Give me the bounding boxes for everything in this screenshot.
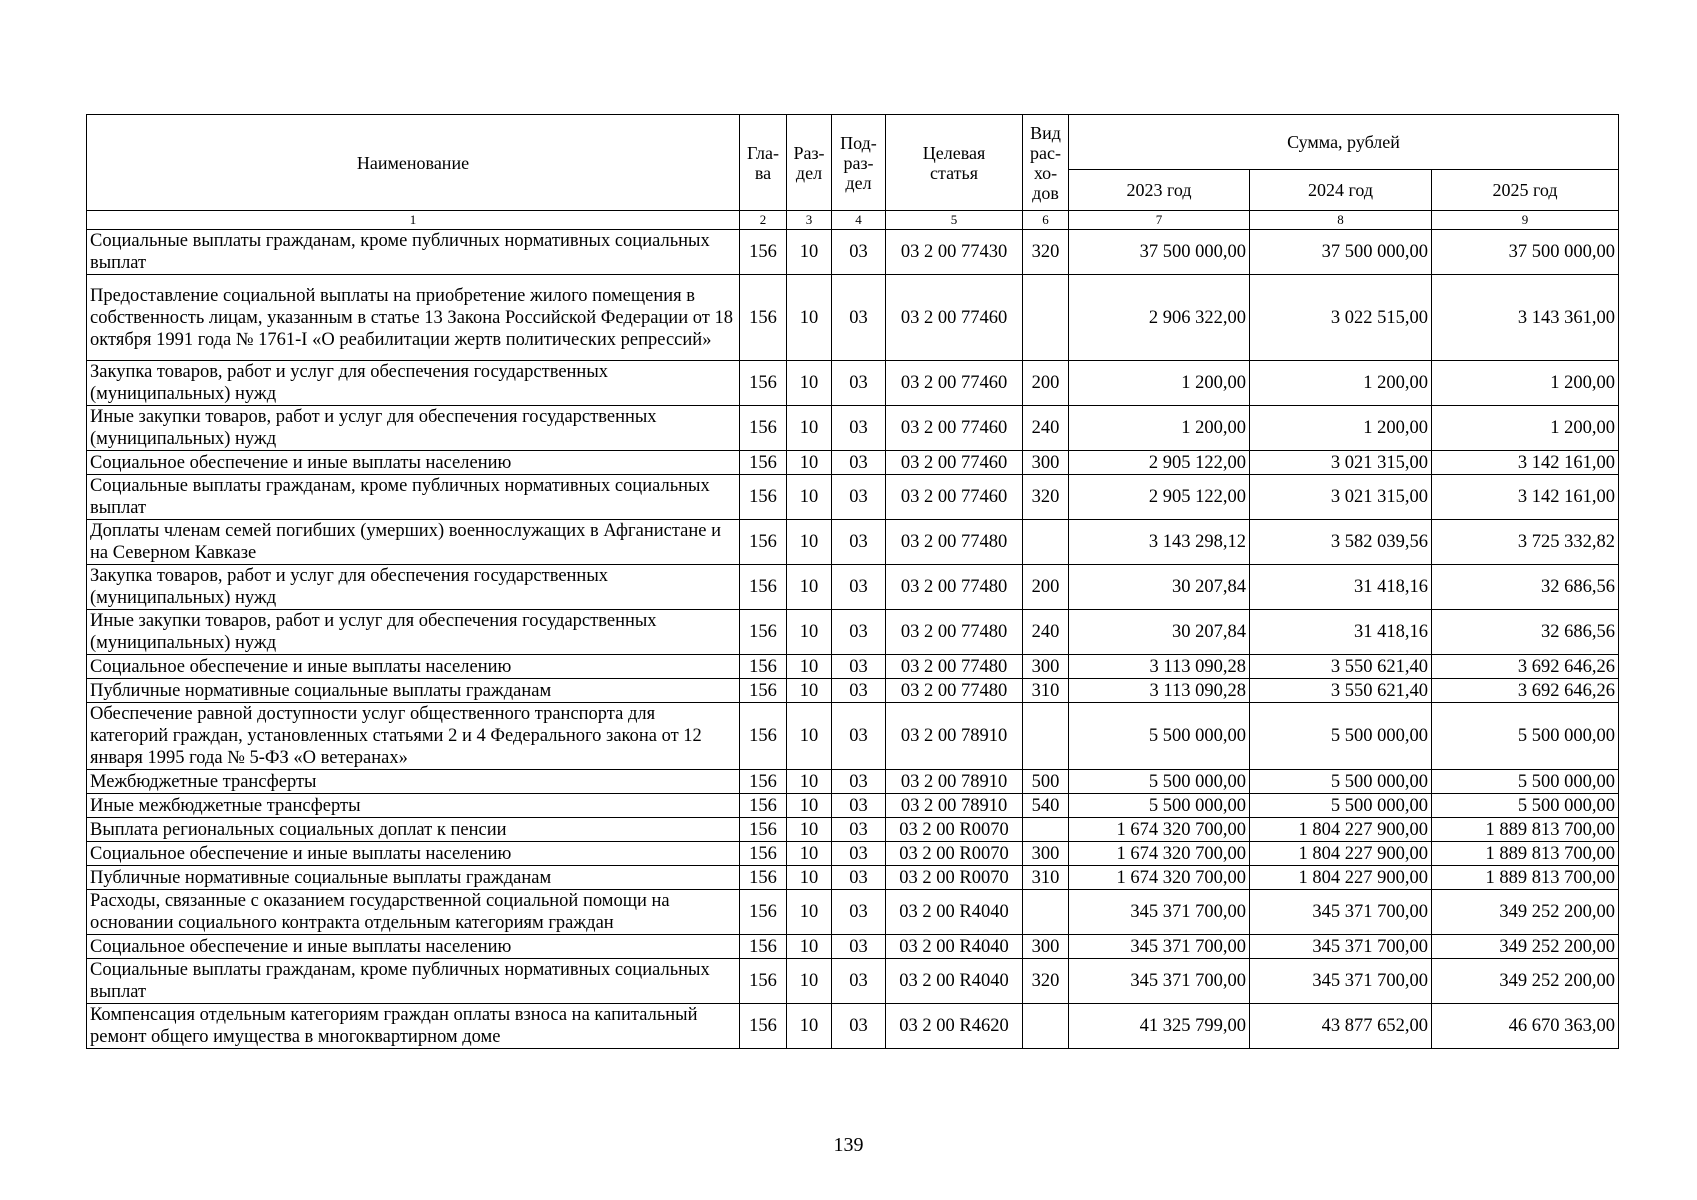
row-amount-2023-cell: 41 325 799,00 [1069,1004,1250,1049]
row-target-article-cell: 03 2 00 R4620 [886,1004,1023,1049]
row-amount-2024-cell: 3 582 039,56 [1250,520,1432,565]
row-name-cell: Иные межбюджетные трансферты [87,794,740,818]
column-number-cell: 4 [832,211,886,230]
row-section-cell: 10 [787,565,832,610]
row-expense-type-cell [1023,818,1069,842]
row-amount-2025-cell: 3 142 161,00 [1432,451,1619,475]
row-section-cell: 10 [787,866,832,890]
row-amount-2023-cell: 1 200,00 [1069,406,1250,451]
table-row [87,610,1619,655]
table-row [87,406,1619,451]
column-number-cell: 8 [1250,211,1432,230]
row-amount-2024-cell: 31 418,16 [1250,610,1432,655]
row-name-cell: Расходы, связанные с оказанием государственной социальной помощи на основании социального контракта отдельным категориям граждан [87,890,740,935]
row-expense-type-cell: 240 [1023,406,1069,451]
row-chapter-cell: 156 [740,818,787,842]
row-amount-2023-cell: 5 500 000,00 [1069,703,1250,770]
row-amount-2024-cell: 3 550 621,40 [1250,679,1432,703]
row-expense-type-cell: 200 [1023,361,1069,406]
row-amount-2023-cell: 30 207,84 [1069,610,1250,655]
table-row [87,565,1619,610]
row-subsection-cell: 03 [832,610,886,655]
row-name-cell: Социальное обеспечение и иные выплаты населению [87,451,740,475]
row-amount-2023-cell: 1 674 320 700,00 [1069,842,1250,866]
row-amount-2024-cell: 345 371 700,00 [1250,935,1432,959]
row-chapter-cell: 156 [740,866,787,890]
row-amount-2023-cell: 2 905 122,00 [1069,475,1250,520]
row-amount-2024-cell: 1 804 227 900,00 [1250,866,1432,890]
row-section-cell: 10 [787,959,832,1004]
row-subsection-cell: 03 [832,866,886,890]
header-name: Наименование [87,115,740,211]
header-section-label: Раз- дел [793,142,825,183]
row-expense-type-cell: 310 [1023,679,1069,703]
row-amount-2025-cell: 349 252 200,00 [1432,959,1619,1004]
row-amount-2024-cell: 1 200,00 [1250,406,1432,451]
budget-table [86,114,1619,1049]
row-target-article-cell: 03 2 00 77460 [886,406,1023,451]
row-amount-2023-cell: 3 143 298,12 [1069,520,1250,565]
row-subsection-cell: 03 [832,935,886,959]
row-amount-2025-cell: 3 143 361,00 [1432,275,1619,361]
table-row [87,475,1619,520]
row-name-cell: Социальные выплаты гражданам, кроме публичных нормативных социальных выплат [87,475,740,520]
row-amount-2024-cell: 1 200,00 [1250,361,1432,406]
table-row [87,230,1619,275]
table-body [87,230,1619,1049]
row-section-cell: 10 [787,230,832,275]
row-target-article-cell: 03 2 00 R0070 [886,866,1023,890]
row-chapter-cell: 156 [740,770,787,794]
row-chapter-cell: 156 [740,520,787,565]
row-name-cell: Социальное обеспечение и иные выплаты населению [87,935,740,959]
row-name-cell: Выплата региональных социальных доплат к пенсии [87,818,740,842]
row-target-article-cell: 03 2 00 78910 [886,770,1023,794]
row-subsection-cell: 03 [832,770,886,794]
row-subsection-cell: 03 [832,451,886,475]
row-amount-2025-cell: 1 889 813 700,00 [1432,866,1619,890]
row-amount-2025-cell: 3 725 332,82 [1432,520,1619,565]
row-chapter-cell: 156 [740,890,787,935]
row-amount-2025-cell: 37 500 000,00 [1432,230,1619,275]
header-expense-type [1023,115,1069,211]
row-amount-2024-cell: 345 371 700,00 [1250,890,1432,935]
row-amount-2025-cell: 3 692 646,26 [1432,679,1619,703]
row-expense-type-cell: 300 [1023,935,1069,959]
header-subsection-label: Под- раз- дел [840,132,877,193]
row-name-cell: Социальное обеспечение и иные выплаты населению [87,842,740,866]
header-year-2023: 2023 год [1069,170,1250,211]
row-target-article-cell: 03 2 00 77480 [886,520,1023,565]
row-subsection-cell: 03 [832,230,886,275]
row-amount-2025-cell: 3 142 161,00 [1432,475,1619,520]
row-section-cell: 10 [787,1004,832,1049]
row-expense-type-cell: 240 [1023,610,1069,655]
row-target-article-cell: 03 2 00 77460 [886,361,1023,406]
row-subsection-cell: 03 [832,818,886,842]
column-number-row [87,211,1619,230]
table-row [87,842,1619,866]
row-subsection-cell: 03 [832,475,886,520]
row-amount-2025-cell: 32 686,56 [1432,610,1619,655]
row-expense-type-cell [1023,520,1069,565]
table-row [87,890,1619,935]
header-year-2024: 2024 год [1250,170,1432,211]
row-amount-2025-cell: 1 889 813 700,00 [1432,818,1619,842]
row-chapter-cell: 156 [740,406,787,451]
row-amount-2024-cell: 1 804 227 900,00 [1250,842,1432,866]
column-number-cell: 9 [1432,211,1619,230]
row-expense-type-cell: 310 [1023,866,1069,890]
table-row [87,770,1619,794]
row-amount-2023-cell: 345 371 700,00 [1069,935,1250,959]
row-target-article-cell: 03 2 00 78910 [886,703,1023,770]
row-name-cell: Закупка товаров, работ и услуг для обеспечения государственных (муниципальных) нужд [87,565,740,610]
row-name-cell: Публичные нормативные социальные выплаты гражданам [87,866,740,890]
table-row [87,866,1619,890]
row-name-cell: Межбюджетные трансферты [87,770,740,794]
header-section [787,115,832,211]
row-expense-type-cell: 540 [1023,794,1069,818]
row-section-cell: 10 [787,406,832,451]
row-chapter-cell: 156 [740,679,787,703]
header-target-article [886,115,1023,211]
row-subsection-cell: 03 [832,520,886,565]
row-amount-2025-cell: 349 252 200,00 [1432,935,1619,959]
row-amount-2023-cell: 5 500 000,00 [1069,794,1250,818]
row-amount-2024-cell: 37 500 000,00 [1250,230,1432,275]
row-chapter-cell: 156 [740,842,787,866]
row-chapter-cell: 156 [740,655,787,679]
row-amount-2024-cell: 3 021 315,00 [1250,451,1432,475]
row-section-cell: 10 [787,770,832,794]
table-row [87,361,1619,406]
row-subsection-cell: 03 [832,794,886,818]
row-section-cell: 10 [787,610,832,655]
row-section-cell: 10 [787,842,832,866]
row-amount-2023-cell: 1 200,00 [1069,361,1250,406]
row-amount-2023-cell: 345 371 700,00 [1069,959,1250,1004]
row-section-cell: 10 [787,935,832,959]
row-amount-2023-cell: 2 906 322,00 [1069,275,1250,361]
row-chapter-cell: 156 [740,230,787,275]
row-chapter-cell: 156 [740,275,787,361]
row-expense-type-cell: 320 [1023,230,1069,275]
table-row [87,451,1619,475]
column-number-cell: 2 [740,211,787,230]
column-number-cell: 6 [1023,211,1069,230]
row-subsection-cell: 03 [832,890,886,935]
row-subsection-cell: 03 [832,703,886,770]
row-target-article-cell: 03 2 00 R0070 [886,818,1023,842]
row-amount-2023-cell: 1 674 320 700,00 [1069,866,1250,890]
header-subsection [832,115,886,211]
header-sum-group: Сумма, рублей [1069,115,1619,170]
row-amount-2025-cell: 3 692 646,26 [1432,655,1619,679]
row-expense-type-cell: 320 [1023,475,1069,520]
row-name-cell: Публичные нормативные социальные выплаты гражданам [87,679,740,703]
row-chapter-cell: 156 [740,703,787,770]
table-row [87,520,1619,565]
row-section-cell: 10 [787,818,832,842]
row-amount-2023-cell: 30 207,84 [1069,565,1250,610]
row-expense-type-cell [1023,703,1069,770]
row-subsection-cell: 03 [832,406,886,451]
row-amount-2024-cell: 3 021 315,00 [1250,475,1432,520]
row-amount-2023-cell: 3 113 090,28 [1069,655,1250,679]
row-amount-2024-cell: 3 550 621,40 [1250,655,1432,679]
row-expense-type-cell: 500 [1023,770,1069,794]
table-row [87,703,1619,770]
row-expense-type-cell [1023,890,1069,935]
row-subsection-cell: 03 [832,565,886,610]
row-subsection-cell: 03 [832,275,886,361]
row-amount-2023-cell: 37 500 000,00 [1069,230,1250,275]
row-amount-2023-cell: 2 905 122,00 [1069,451,1250,475]
header-expense-type-label: Вид рас- хо- дов [1030,122,1061,203]
row-subsection-cell: 03 [832,655,886,679]
row-target-article-cell: 03 2 00 77430 [886,230,1023,275]
table-row [87,1004,1619,1049]
row-name-cell: Социальное обеспечение и иные выплаты населению [87,655,740,679]
row-chapter-cell: 156 [740,565,787,610]
row-chapter-cell: 156 [740,610,787,655]
row-name-cell: Иные закупки товаров, работ и услуг для обеспечения государственных (муниципальных) нужд [87,610,740,655]
row-target-article-cell: 03 2 00 78910 [886,794,1023,818]
table-row [87,935,1619,959]
row-amount-2024-cell: 1 804 227 900,00 [1250,818,1432,842]
row-section-cell: 10 [787,451,832,475]
row-amount-2023-cell: 3 113 090,28 [1069,679,1250,703]
row-target-article-cell: 03 2 00 77480 [886,565,1023,610]
row-subsection-cell: 03 [832,679,886,703]
row-amount-2025-cell: 1 200,00 [1432,406,1619,451]
row-chapter-cell: 156 [740,361,787,406]
row-expense-type-cell: 320 [1023,959,1069,1004]
row-section-cell: 10 [787,475,832,520]
row-section-cell: 10 [787,703,832,770]
row-amount-2025-cell: 1 889 813 700,00 [1432,842,1619,866]
row-name-cell: Доплаты членам семей погибших (умерших) военнослужащих в Афганистане и на Северном Кавказе [87,520,740,565]
row-chapter-cell: 156 [740,475,787,520]
row-amount-2024-cell: 5 500 000,00 [1250,770,1432,794]
row-name-cell: Закупка товаров, работ и услуг для обеспечения государственных (муниципальных) нужд [87,361,740,406]
row-name-cell: Социальные выплаты гражданам, кроме публичных нормативных социальных выплат [87,230,740,275]
row-amount-2023-cell: 345 371 700,00 [1069,890,1250,935]
row-target-article-cell: 03 2 00 77480 [886,679,1023,703]
row-target-article-cell: 03 2 00 R4040 [886,959,1023,1004]
row-chapter-cell: 156 [740,451,787,475]
table-row [87,794,1619,818]
row-expense-type-cell: 200 [1023,565,1069,610]
row-amount-2024-cell: 345 371 700,00 [1250,959,1432,1004]
row-subsection-cell: 03 [832,361,886,406]
column-number-cell: 7 [1069,211,1250,230]
row-amount-2024-cell: 5 500 000,00 [1250,794,1432,818]
row-expense-type-cell: 300 [1023,842,1069,866]
row-amount-2024-cell: 5 500 000,00 [1250,703,1432,770]
row-section-cell: 10 [787,655,832,679]
row-expense-type-cell [1023,1004,1069,1049]
row-section-cell: 10 [787,361,832,406]
header-target-article-label: Целевая статья [922,142,986,183]
header-year-2025: 2025 год [1432,170,1619,211]
row-section-cell: 10 [787,275,832,361]
table-row [87,655,1619,679]
row-chapter-cell: 156 [740,959,787,1004]
row-chapter-cell: 156 [740,935,787,959]
row-name-cell: Иные закупки товаров, работ и услуг для обеспечения государственных (муниципальных) нужд [87,406,740,451]
row-amount-2025-cell: 349 252 200,00 [1432,890,1619,935]
column-number-cell: 5 [886,211,1023,230]
row-target-article-cell: 03 2 00 R4040 [886,890,1023,935]
page-number: 139 [833,1134,864,1156]
row-name-cell: Социальные выплаты гражданам, кроме публичных нормативных социальных выплат [87,959,740,1004]
row-target-article-cell: 03 2 00 77460 [886,475,1023,520]
row-amount-2023-cell: 5 500 000,00 [1069,770,1250,794]
row-target-article-cell: 03 2 00 77480 [886,655,1023,679]
row-amount-2024-cell: 31 418,16 [1250,565,1432,610]
row-expense-type-cell: 300 [1023,655,1069,679]
row-amount-2025-cell: 1 200,00 [1432,361,1619,406]
row-amount-2025-cell: 32 686,56 [1432,565,1619,610]
row-name-cell: Предоставление социальной выплаты на приобретение жилого помещения в собственность лицам, указанным в статье 13 Закона Российской Федерации от 18 октября 1991 года № 1761-I «О реабилитации жертв политических репрессий» [87,275,740,361]
row-section-cell: 10 [787,794,832,818]
row-target-article-cell: 03 2 00 77460 [886,451,1023,475]
row-amount-2025-cell: 46 670 363,00 [1432,1004,1619,1049]
row-subsection-cell: 03 [832,842,886,866]
row-amount-2025-cell: 5 500 000,00 [1432,703,1619,770]
row-amount-2025-cell: 5 500 000,00 [1432,794,1619,818]
table-row [87,818,1619,842]
row-expense-type-cell [1023,275,1069,361]
row-target-article-cell: 03 2 00 R0070 [886,842,1023,866]
row-chapter-cell: 156 [740,794,787,818]
row-amount-2023-cell: 1 674 320 700,00 [1069,818,1250,842]
row-target-article-cell: 03 2 00 R4040 [886,935,1023,959]
row-target-article-cell: 03 2 00 77480 [886,610,1023,655]
row-subsection-cell: 03 [832,1004,886,1049]
header-chapter [740,115,787,211]
column-number-cell: 1 [87,211,740,230]
row-section-cell: 10 [787,520,832,565]
row-section-cell: 10 [787,890,832,935]
table-row [87,679,1619,703]
row-target-article-cell: 03 2 00 77460 [886,275,1023,361]
column-number-cell: 3 [787,211,832,230]
header-chapter-label: Гла- ва [746,142,780,183]
row-chapter-cell: 156 [740,1004,787,1049]
row-amount-2024-cell: 43 877 652,00 [1250,1004,1432,1049]
row-expense-type-cell: 300 [1023,451,1069,475]
row-section-cell: 10 [787,679,832,703]
table-row [87,275,1619,361]
row-subsection-cell: 03 [832,959,886,1004]
row-amount-2025-cell: 5 500 000,00 [1432,770,1619,794]
row-name-cell: Обеспечение равной доступности услуг общественного транспорта для категорий граждан, установленных статьями 2 и 4 Федерального закона от 12 января 1995 года № 5-ФЗ «О ветеранах» [87,703,740,770]
row-amount-2024-cell: 3 022 515,00 [1250,275,1432,361]
table-row [87,959,1619,1004]
row-name-cell: Компенсация отдельным категориям граждан оплаты взноса на капитальный ремонт общего имущества в многоквартирном доме [87,1004,740,1049]
